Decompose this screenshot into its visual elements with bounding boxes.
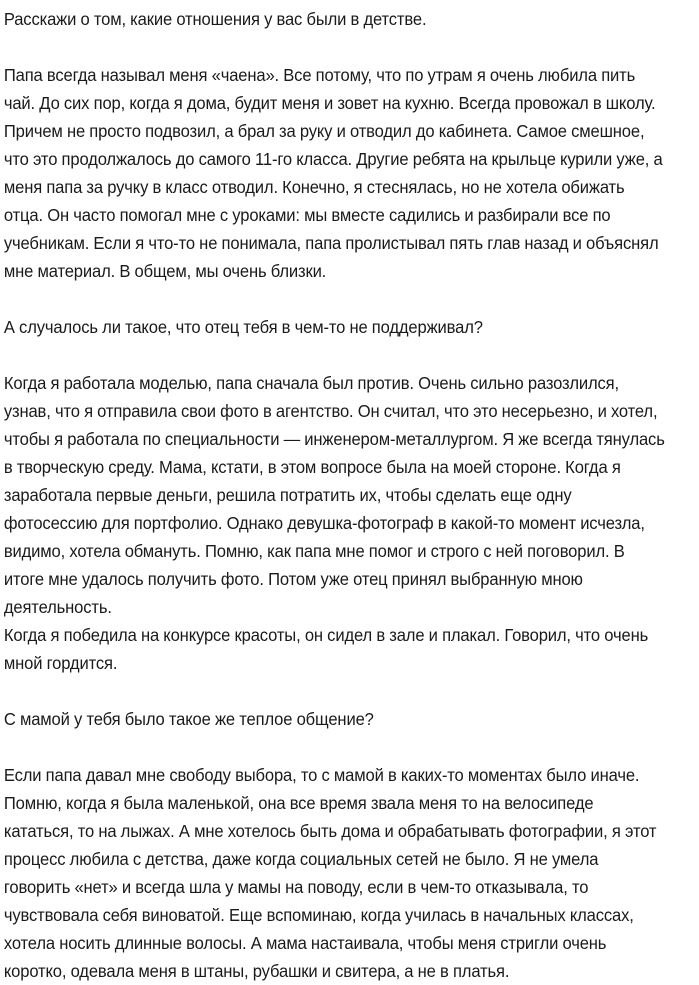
interview-answer: Папа всегда называл меня «чаена». Все потому, что по утрам я очень любила пить чай. До сих пор, когда я дома, будит меня и зовет на кухню. Всегда провожал в школу. Причем не просто подвозил, а брал за руку и отводил до кабинета. Самое смешное, что это продолжалось до самого 11-го класса. Другие ребята на крыльце курили уже, а меня папа за ручку в класс отводил. Конечно, я стеснялась, но не хотела обижать отца. Он часто помогал мне с уроками: мы вместе садились и разбирали все по учебникам. Если я что-то не понимала, папа пролистывал пять глав назад и объяснял мне материал. В общем, мы очень близки. bbox=[3, 65, 663, 281]
interview-answer: Когда я работала моделью, папа сначала был против. Очень сильно разозлился, узнав, что я отправила свои фото в агентство. Он считал, что это несерьезно, и хотел, чтобы я работала по специальности — инженером-металлургом. Я же всегда тянулась в творческую среду. Мама, кстати, в этом вопросе была на моей стороне. Когда я заработала первые деньги, решила потратить их, чтобы сделать еще одну фотосессию для портфолио. Однако девушка-фотограф в какой-то момент исчезла, видимо, хотела обмануть. Помню, как папа мне помог и строго с ней поговорил. В итоге мне удалось получить фото. Потом уже отец принял выбранную мною деятельность. bbox=[3, 373, 665, 617]
interview-question: Расскажи о том, какие отношения у вас были в детстве. bbox=[3, 9, 427, 29]
interview-answer-continued: Когда я победила на конкурсе красоты, он сидел в зале и плакал. Говорил, что очень мной гордится. bbox=[3, 625, 649, 673]
interview-question: А случалось ли такое, что отец тебя в чем-то не поддерживал? bbox=[3, 317, 483, 337]
interview-question: С мамой у тебя было такое же теплое общение? bbox=[3, 709, 374, 729]
article-body bbox=[0, 5, 699, 985]
interview-answer: Если папа давал мне свободу выбора, то с мамой в каких-то моментах было иначе. Помню, когда я была маленькой, она все время звала меня то на велосипеде кататься, то на лыжах. А мне хотелось быть дома и обрабатывать фотографии, я этот процесс любила с детства, даже когда социальных сетей не было. Я не умела говорить «нет» и всегда шла у мамы на поводу, если в чем-то отказывала, то чувствовала себя виноватой. Еще вспоминаю, когда училась в начальных классах, хотела носить длинные волосы. А мама настаивала, чтобы меня стригли очень коротко, одевала меня в штаны, рубашки и свитера, а не в платья. bbox=[3, 765, 657, 981]
